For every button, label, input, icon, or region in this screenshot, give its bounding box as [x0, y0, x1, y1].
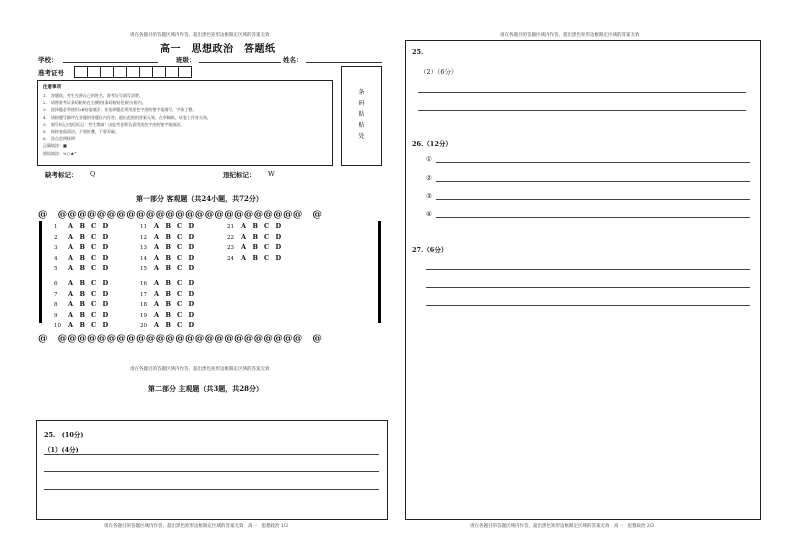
mc-question-number: 9 [54, 312, 58, 319]
mc-option-bubble[interactable]: A [241, 243, 247, 252]
mc-option-bubble[interactable]: D [188, 321, 195, 330]
absent-mark-box[interactable]: Q [90, 170, 96, 178]
mc-option-bubble[interactable]: B [165, 232, 171, 241]
page2-answer-box[interactable] [405, 40, 761, 520]
mc-option-bubble[interactable]: D [102, 310, 109, 319]
q27-title: 27.（6分） [412, 246, 448, 254]
answer-line [436, 199, 750, 200]
mc-option-bubble[interactable]: B [252, 222, 258, 230]
mc-question-number: 1 [54, 224, 58, 230]
mc-option-bubble[interactable]: B [165, 321, 171, 330]
ticket-number-boxes[interactable] [74, 66, 192, 78]
mc-option-bubble[interactable]: A [241, 222, 247, 230]
mc-option-bubble[interactable]: A [68, 264, 74, 273]
mc-option-bubble[interactable]: C [91, 253, 97, 262]
mc-option-bubble[interactable]: B [165, 300, 171, 309]
mc-option-bubble[interactable]: C [177, 289, 183, 298]
answer-line [426, 287, 750, 288]
mc-question-number: 11 [140, 224, 147, 230]
mc-option-bubble[interactable]: B [252, 232, 258, 241]
mc-option-bubble[interactable]: C [91, 289, 97, 298]
mc-option-bubble[interactable]: B [165, 222, 171, 230]
top-notice-right: 请在各题目的答题区域内作答，超出黑色矩形边框限定区域的答案无效 [500, 33, 640, 38]
mc-option-bubble[interactable]: D [188, 300, 195, 309]
q25-title: 25. (10分) [44, 431, 84, 439]
mc-question-row [140, 300, 200, 311]
top-notice-left: 请在各题目的答题区域内作答，超出黑色矩形边框限定区域的答案无效 [130, 33, 270, 38]
mc-option-bubble[interactable]: D [102, 321, 109, 330]
ticket-digit-box[interactable] [179, 66, 192, 78]
ticket-digit-box[interactable] [114, 66, 127, 78]
mc-option-bubble[interactable]: D [102, 300, 109, 309]
q26-title: 26.（12分） [412, 140, 452, 148]
barcode-area[interactable] [341, 66, 382, 166]
mc-option-bubble[interactable]: D [102, 243, 109, 252]
part2-title: 第二部分 主观题（共3题，共28分） [148, 384, 264, 393]
q25-sub2: （2）（6分） [420, 68, 458, 76]
mc-question-row [140, 264, 200, 275]
q25-continue-label: 25. [412, 48, 424, 56]
mc-option-bubble[interactable]: C [91, 321, 97, 330]
mc-option-bubble[interactable]: C [177, 253, 183, 262]
mc-option-bubble[interactable]: A [241, 232, 247, 241]
mc-option-bubble[interactable]: A [154, 321, 160, 330]
mc-option-bubble[interactable]: C [177, 300, 183, 309]
mc-option-bubble[interactable]: D [188, 310, 195, 319]
mc-question-number: 4 [54, 255, 58, 262]
mc-option-bubble[interactable]: D [188, 253, 195, 262]
class-label: 班级： [176, 56, 196, 64]
mc-group-5 [227, 222, 287, 264]
mc-option-bubble[interactable]: D [102, 289, 109, 298]
mc-option-bubble[interactable]: A [68, 222, 74, 230]
class-field[interactable] [199, 55, 281, 63]
footer-left: 请在各题目的答题区域内作答，超出黑色矩形边框限定区域的答案无效 高一 思想政治 1/2 [104, 524, 289, 529]
mc-option-bubble[interactable]: D [188, 232, 195, 241]
mc-question-number: 5 [54, 266, 58, 273]
mc-option-bubble[interactable]: A [68, 321, 74, 330]
mc-question-row [227, 233, 287, 244]
answer-line [436, 162, 750, 163]
mc-option-bubble[interactable]: C [177, 243, 183, 252]
answer-line [426, 305, 750, 306]
ticket-digit-box[interactable] [75, 66, 88, 78]
mc-option-bubble[interactable]: D [188, 279, 195, 287]
notice-title: 注意事项 [43, 85, 61, 90]
mc-option-bubble[interactable]: C [177, 264, 183, 273]
mc-option-bubble[interactable]: B [165, 310, 171, 319]
school-field[interactable] [63, 55, 158, 63]
ticket-digit-box[interactable] [88, 66, 101, 78]
mc-question-row [54, 233, 114, 244]
notice-list [43, 92, 211, 157]
mc-option-bubble[interactable]: D [188, 289, 195, 298]
mc-question-row [140, 279, 200, 290]
mc-question-number: 7 [54, 291, 58, 298]
mc-option-bubble[interactable]: A [154, 310, 160, 319]
ticket-label: 准考证号 [38, 69, 64, 77]
barcode-label: 条 码 粘 贴 处 [358, 89, 365, 140]
mc-option-bubble[interactable]: B [165, 264, 171, 273]
mc-question-number: 24 [227, 255, 234, 262]
mc-question-row [54, 254, 114, 265]
notice-item: 5. 填号标记/违纪标记：考生禁填！由监考老师负责用黑色字迹的签字笔填涂。 [43, 121, 185, 127]
mc-option-bubble[interactable]: A [68, 253, 74, 262]
mc-option-bubble[interactable]: D [275, 232, 282, 241]
mc-option-bubble[interactable]: D [102, 264, 109, 273]
mc-option-bubble[interactable]: A [154, 264, 160, 273]
mc-question-number: 23 [227, 245, 234, 252]
mc-question-number: 12 [140, 234, 147, 241]
mc-option-bubble[interactable]: D [188, 243, 195, 252]
mc-option-bubble[interactable]: B [252, 253, 258, 262]
ticket-digit-box[interactable] [101, 66, 114, 78]
notice-item: 4. 请按题号顺序在各题的答题区内作答，超出范围的答案无效，在草稿纸、试卷上作答无效。 [43, 114, 211, 120]
notice-box [37, 80, 333, 166]
mc-option-bubble[interactable]: A [154, 300, 160, 309]
mc-question-row [140, 311, 200, 322]
mc-option-bubble[interactable]: D [275, 243, 282, 252]
mc-option-bubble[interactable]: C [264, 232, 270, 241]
mc-group-3 [140, 222, 200, 275]
mc-question-number: 18 [140, 302, 147, 309]
mc-question-row [54, 243, 114, 254]
mc-question-row [140, 233, 200, 244]
ticket-digit-box[interactable] [127, 66, 140, 78]
q26-item: ① [426, 155, 432, 163]
mc-option-bubble[interactable]: B [79, 289, 85, 298]
mc-option-bubble[interactable]: B [165, 243, 171, 252]
mc-option-bubble[interactable]: B [165, 253, 171, 262]
mc-option-bubble[interactable]: C [264, 243, 270, 252]
timing-marks-top: @ @@@@@@@@@@@@@@@@@@@@@@@@@ @ [38, 209, 323, 220]
answer-line [418, 92, 746, 93]
answer-line [436, 181, 750, 182]
q26-item: ④ [426, 210, 432, 218]
mc-option-bubble[interactable]: C [177, 222, 183, 230]
school-label: 学校： [38, 56, 58, 64]
mc-option-bubble[interactable]: A [154, 232, 160, 241]
mc-option-bubble[interactable]: A [154, 222, 160, 230]
answer-line [44, 454, 379, 455]
notice-item: 6. 保持卷面清洁，不要折叠，不要弄破。 [43, 129, 119, 135]
q25-answer-box[interactable] [36, 420, 388, 520]
mc-option-bubble[interactable]: A [68, 243, 74, 252]
mc-question-number: 22 [227, 234, 234, 241]
mc-option-bubble[interactable]: B [252, 243, 258, 252]
mc-question-number: 16 [140, 281, 147, 287]
mc-question-row [54, 264, 114, 275]
notice-item: 错误填涂：%○★* [43, 150, 77, 156]
notice-item: 3. 选择题必须使用2B铅笔填涂；非选择题必须用黑色字迹的签字笔填写，字体工整。 [43, 107, 197, 113]
mc-option-bubble[interactable]: A [241, 253, 247, 262]
notice-item: 6. 涂点范例样例： [43, 136, 79, 142]
mc-option-bubble[interactable]: C [91, 264, 97, 273]
mc-question-number: 8 [54, 302, 58, 309]
ticket-digit-box[interactable] [153, 66, 166, 78]
mc-option-bubble[interactable]: D [275, 222, 282, 230]
mc-option-bubble[interactable]: A [68, 310, 74, 319]
mc-option-bubble[interactable]: B [79, 300, 85, 309]
mc-question-row [227, 243, 287, 254]
mc-question-number: 19 [140, 312, 147, 319]
mc-option-bubble[interactable]: C [91, 222, 97, 230]
mc-option-bubble[interactable]: D [275, 253, 282, 262]
mc-question-number: 3 [54, 245, 58, 252]
mc-question-row [54, 300, 114, 311]
mc-question-row [54, 290, 114, 301]
mid-notice: 请在各题目的答题区域内作答，超出黑色矩形边框限定区域的答案无效 [130, 367, 270, 372]
mc-option-bubble[interactable]: C [177, 310, 183, 319]
mc-question-number: 13 [140, 245, 147, 252]
mc-question-number: 6 [54, 281, 58, 287]
mc-option-bubble[interactable]: B [165, 289, 171, 298]
answer-line [418, 110, 746, 111]
mc-option-bubble[interactable]: C [91, 300, 97, 309]
mc-question-row [54, 311, 114, 322]
mc-option-bubble[interactable]: B [79, 243, 85, 252]
absent-mark-label: 缺考标记： [45, 171, 78, 179]
mc-option-bubble[interactable]: A [68, 232, 74, 241]
mc-option-bubble[interactable]: C [91, 243, 97, 252]
answer-line [44, 471, 379, 472]
notice-item: 2. 请将准考证条码粘贴在右侧的[条码粘贴处]的方框内。 [43, 100, 146, 106]
answer-line [426, 269, 750, 270]
q26-item: ③ [426, 192, 432, 200]
violation-mark-label: 违纪标记： [223, 171, 256, 179]
mc-question-row [227, 254, 287, 265]
mc-group-2 [54, 279, 114, 332]
mc-option-bubble[interactable]: A [68, 289, 74, 298]
mc-option-bubble[interactable]: C [264, 222, 270, 230]
mc-option-bubble[interactable]: B [79, 222, 85, 230]
mc-option-bubble[interactable]: C [177, 232, 183, 241]
mc-question-number: 10 [54, 323, 61, 330]
mc-option-bubble[interactable]: C [264, 253, 270, 262]
mc-option-bubble[interactable]: D [188, 264, 195, 273]
mc-option-bubble[interactable]: A [154, 253, 160, 262]
mc-option-bubble[interactable]: D [102, 279, 109, 287]
mc-option-bubble[interactable]: B [79, 321, 85, 330]
mc-option-bubble[interactable]: B [79, 310, 85, 319]
mc-option-bubble[interactable]: B [79, 253, 85, 262]
violation-mark-box[interactable]: W [268, 170, 275, 178]
mc-option-bubble[interactable]: D [102, 222, 109, 230]
mc-option-bubble[interactable]: C [91, 279, 97, 287]
mc-question-row [54, 222, 114, 233]
mc-option-bubble[interactable]: B [79, 264, 85, 273]
mc-option-bubble[interactable]: C [177, 279, 183, 287]
mc-question-row [54, 279, 114, 290]
name-label: 姓名： [283, 56, 303, 64]
mc-question-row [140, 222, 200, 233]
answer-line [436, 217, 750, 218]
notice-item: 1. 答题前，考生先将自己的姓名、准考证号填写清楚。 [43, 93, 143, 98]
mc-question-number: 17 [140, 291, 147, 298]
q26-item: ② [426, 174, 432, 182]
notice-item: 正确填涂：■ [43, 143, 67, 149]
mc-group-1 [54, 222, 114, 275]
mc-option-bubble[interactable]: A [68, 300, 74, 309]
mc-question-number: 21 [227, 224, 234, 230]
mc-option-bubble[interactable]: C [91, 310, 97, 319]
timing-bar-right [378, 221, 381, 323]
mc-option-bubble[interactable]: B [79, 279, 85, 287]
q25-sub1: （1）(4分) [44, 446, 79, 454]
mc-option-bubble[interactable]: D [188, 222, 195, 230]
page-title: 高一 思想政治 答题纸 [160, 44, 276, 55]
mc-question-row [227, 222, 287, 233]
mc-option-bubble[interactable]: A [154, 289, 160, 298]
mc-question-row [140, 243, 200, 254]
mc-option-bubble[interactable]: A [154, 243, 160, 252]
ticket-digit-box[interactable] [140, 66, 153, 78]
mc-question-row [140, 254, 200, 265]
mc-option-bubble[interactable]: C [91, 232, 97, 241]
mc-question-number: 2 [54, 234, 58, 241]
timing-bar-left [39, 221, 42, 323]
mc-option-bubble[interactable]: C [177, 321, 183, 330]
footer-right: 请在各题目的答题区域内作答，超出黑色矩形边框限定区域的答案无效 高一 思想政治 2/2 [470, 524, 655, 529]
answer-line [44, 489, 379, 490]
mc-question-row [140, 290, 200, 301]
ticket-digit-box[interactable] [166, 66, 179, 78]
mc-group-4 [140, 279, 200, 332]
mc-option-bubble[interactable]: A [154, 279, 160, 287]
mc-option-bubble[interactable]: B [79, 232, 85, 241]
mc-option-bubble[interactable]: A [68, 279, 74, 287]
name-field[interactable] [306, 55, 382, 63]
mc-question-number: 15 [140, 266, 147, 273]
part1-title: 第一部分 客观题（共24小题，共72分） [136, 194, 263, 203]
mc-option-bubble[interactable]: B [165, 279, 171, 287]
mc-option-bubble[interactable]: D [102, 232, 109, 241]
mc-question-number: 20 [140, 323, 147, 330]
timing-marks-bottom: @ @@@@@@@@@@@@@@@@@@@@@@@@@ @ [38, 333, 323, 344]
mc-option-bubble[interactable]: D [102, 253, 109, 262]
mc-question-number: 14 [140, 255, 147, 262]
